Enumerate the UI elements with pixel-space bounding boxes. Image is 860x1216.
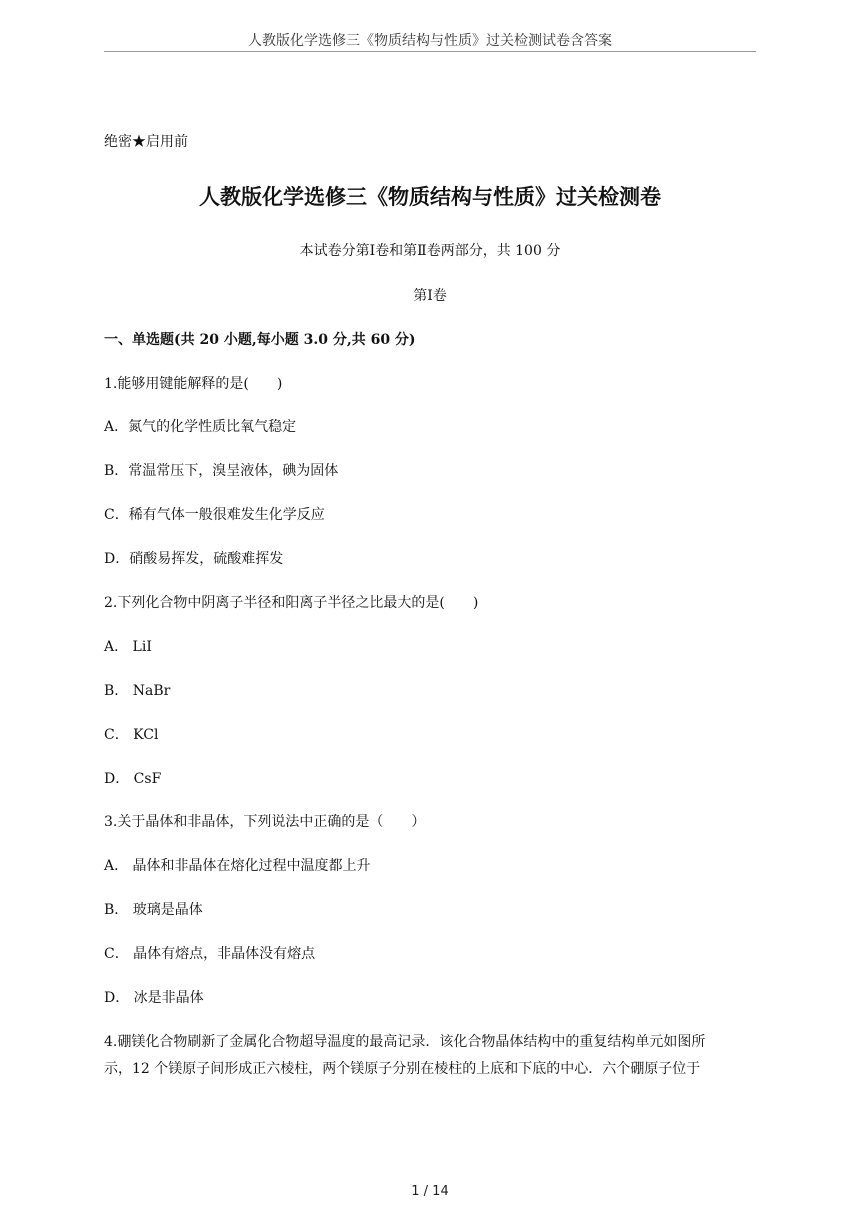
question-2-stem: 2.下列化合物中阴离子半径和阳离子半径之比最大的是( ) xyxy=(104,595,479,611)
document-subtitle: 本试卷分第Ⅰ卷和第Ⅱ卷两部分，共 100 分 xyxy=(299,243,561,259)
question-3-option-c: C． 晶体有熔点，非晶体没有熔点 xyxy=(104,946,316,962)
question-2-option-a: A． LiI xyxy=(104,639,152,655)
document-title: 人教版化学选修三《物质结构与性质》过关检测卷 xyxy=(199,185,661,209)
page-number: 1 / 14 xyxy=(411,1184,449,1199)
question-1-option-a: A．氮气的化学性质比氧气稳定 xyxy=(104,419,297,435)
question-3-option-d: D． 冰是非晶体 xyxy=(104,990,204,1006)
header-divider xyxy=(104,51,756,52)
section-heading: 一、单选题(共 20 小题,每小题 3.0 分,共 60 分) xyxy=(104,332,416,348)
question-1-option-b: B．常温常压下，溴呈液体，碘为固体 xyxy=(104,463,339,479)
question-1-option-c: C．稀有气体一般很难发生化学反应 xyxy=(104,507,325,523)
page-header: 人教版化学选修三《物质结构与性质》过关检测试卷含答案 xyxy=(248,33,612,49)
question-2-option-b: B． NaBr xyxy=(104,683,171,699)
question-2-option-d: D． CsF xyxy=(104,771,162,787)
question-2-option-c: C． KCl xyxy=(104,727,159,743)
question-3-stem: 3.关于晶体和非晶体，下列说法中正确的是（ ） xyxy=(104,814,426,830)
volume-label: 第Ⅰ卷 xyxy=(413,288,447,304)
question-4-stem-line-2: 示，12 个镁原子间形成正六棱柱，两个镁原子分别在棱柱的上底和下底的中心．六个硼原子位于 xyxy=(104,1061,701,1077)
question-3-option-a: A． 晶体和非晶体在熔化过程中温度都上升 xyxy=(104,858,371,874)
secret-mark: 绝密★启用前 xyxy=(104,134,188,150)
question-4-stem-line-1: 4.硼镁化合物刷新了金属化合物超导温度的最高记录．该化合物晶体结构中的重复结构单元如图所 xyxy=(104,1034,706,1050)
question-1-stem: 1.能够用键能解释的是( ) xyxy=(104,376,283,392)
question-3-option-b: B． 玻璃是晶体 xyxy=(104,902,203,918)
question-1-option-d: D．硝酸易挥发，硫酸难挥发 xyxy=(104,551,284,567)
